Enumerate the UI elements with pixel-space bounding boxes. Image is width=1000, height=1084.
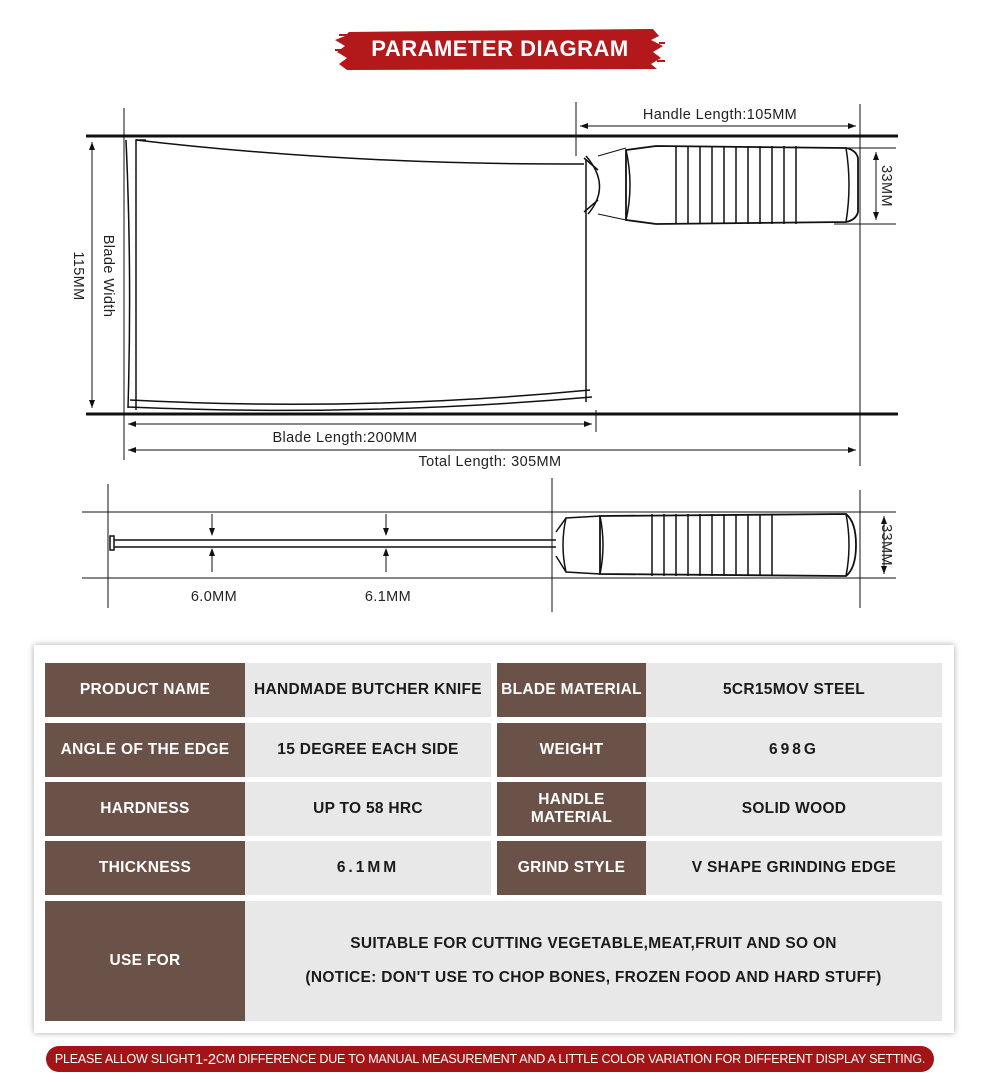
thickness-a-label: 6.0MM: [190, 589, 238, 605]
handle-height-label: 33MM: [878, 165, 894, 207]
use-for-value: [245, 901, 942, 1021]
disclaimer-range: 1-2: [194, 1050, 216, 1068]
thickness-label: THICKNESS: [45, 841, 245, 895]
edge-angle-value: 15 DEGREE EACH SIDE: [245, 723, 491, 777]
disclaimer-prefix: PLEASE ALLOW SLIGHT: [54, 1052, 195, 1066]
measurement-disclaimer: [46, 1046, 934, 1072]
thickness-value: 6.1MM: [245, 841, 491, 895]
spec-table: [34, 645, 954, 1033]
blade-width-label: Blade Width: [100, 234, 116, 318]
blade-back-edge: [136, 140, 146, 410]
blade-length-label: Blade Length:200MM: [272, 430, 418, 446]
handle-length-label: Handle Length:105MM: [642, 107, 798, 123]
weight-label: WEIGHT: [497, 723, 646, 777]
grind-style-value: V SHAPE GRINDING EDGE: [646, 841, 942, 895]
handle-material-value: SOLID WOOD: [646, 782, 942, 836]
thickness-b-label: 6.1MM: [364, 589, 412, 605]
handle-material-label: HANDLE MATERIAL: [497, 782, 646, 836]
edge-angle-label: ANGLE OF THE EDGE: [45, 723, 245, 777]
handle-grip-rings: [676, 146, 796, 224]
use-for-line-1: SUITABLE FOR CUTTING VEGETABLE,MEAT,FRUIT AND SO ON: [350, 935, 837, 952]
side-handle-grip-rings: [652, 514, 772, 576]
disclaimer-suffix: CM DIFFERENCE DUE TO MANUAL MEASUREMENT AND A LITTLE COLOR VARIATION FOR DIFFERENT DISPLAY SETTING.: [215, 1052, 926, 1066]
handle-outline: [626, 146, 858, 224]
blade-width-value-label: 115MM: [70, 251, 86, 301]
blade-material-value: 5CR15MOV STEEL: [646, 663, 942, 717]
hardness-label: HARDNESS: [45, 782, 245, 836]
side-handle-outline: [600, 514, 856, 576]
blade-material-label: BLADE MATERIAL: [497, 663, 646, 717]
weight-value: 698G: [646, 723, 942, 777]
side-handle-height-label: 33MM: [878, 524, 894, 566]
total-length-label: Total Length: 305MM: [418, 454, 562, 470]
product-name-label: PRODUCT NAME: [45, 663, 245, 717]
grind-style-label: GRIND STYLE: [497, 841, 646, 895]
product-name-value: HANDMADE BUTCHER KNIFE: [245, 663, 491, 717]
hardness-value: UP TO 58 HRC: [245, 782, 491, 836]
use-for-label: USE FOR: [45, 901, 245, 1021]
blade-spine: [136, 140, 584, 164]
page-title: PARAMETER DIAGRAM: [371, 36, 629, 61]
use-for-notice: (NOTICE: DON'T USE TO CHOP BONES, FROZEN FOOD AND HARD STUFF): [305, 969, 882, 986]
